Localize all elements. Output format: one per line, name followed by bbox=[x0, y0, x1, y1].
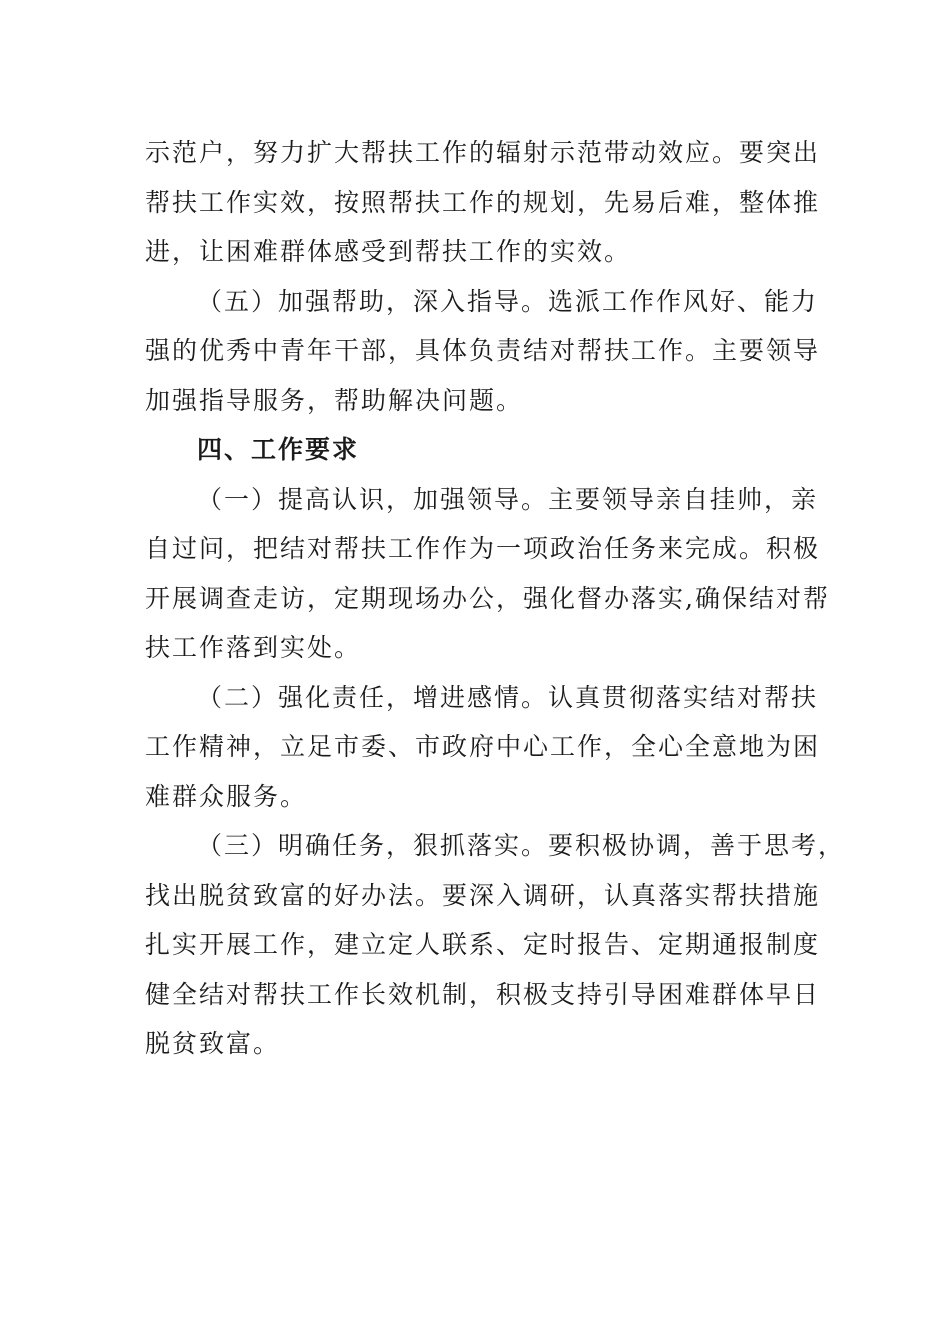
text-line: 难群众服务。 bbox=[145, 781, 308, 811]
paragraph-five-first-line: （五）加强帮助，深入指导。选派工作作风好、能力 bbox=[197, 286, 819, 316]
text-line: 帮扶工作实效，按照帮扶工作的规划，先易后难，整体推 bbox=[145, 187, 821, 217]
paragraph-two-first-line: （二）强化责任，增进感情。认真贯彻落实结对帮扶 bbox=[197, 682, 819, 712]
text-line: 工作精神，立足市委、市政府中心工作，全心全意地为困 bbox=[145, 732, 821, 761]
text-line: 示范户，努力扩大帮扶工作的辐射示范带动效应。要突出 bbox=[145, 138, 821, 167]
text-line: 自过问，把结对帮扶工作作为一项政治任务来完成。积极 bbox=[145, 534, 821, 563]
text-line: 进，让困难群体感受到帮扶工作的实效。 bbox=[145, 237, 632, 266]
text-line: 加强指导服务，帮助解决问题。 bbox=[145, 385, 524, 415]
text-line: 健全结对帮扶工作长效机制，积极支持引导困难群体早日 bbox=[145, 979, 821, 1009]
text-line: 脱贫致富。 bbox=[145, 1029, 281, 1058]
text-line: 强的优秀中青年干部，具体负责结对帮扶工作。主要领导 bbox=[145, 336, 821, 365]
document-body bbox=[145, 128, 846, 1069]
text-line: 扎实开展工作，建立定人联系、定时报告、定期通报制度 bbox=[145, 930, 821, 959]
text-line: 扶工作落到实处。 bbox=[145, 633, 362, 662]
paragraph-three-first-line: （三）明确任务，狠抓落实。要积极协调，善于思考， bbox=[197, 831, 846, 860]
text-line: 找出脱贫致富的好办法。要深入调研，认真落实帮扶措施 bbox=[145, 880, 821, 910]
text-line: 开展调查走访，定期现场办公，强化督办落实,确保结对帮 bbox=[145, 583, 830, 613]
section-heading: 四、工作要求 bbox=[197, 435, 360, 464]
paragraph-one-first-line: （一）提高认识，加强领导。主要领导亲自挂帅，亲 bbox=[197, 484, 819, 514]
